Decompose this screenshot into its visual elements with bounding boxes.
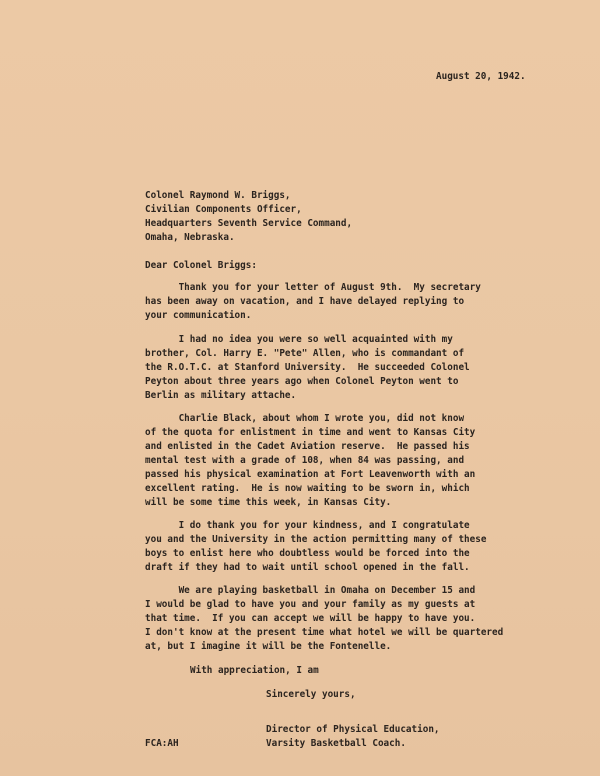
closing-line: With appreciation, I am — [190, 665, 319, 676]
body-line: that time. If you can accept we will be happy to have you. — [145, 613, 476, 624]
body-line: Thank you for your letter of August 9th. My secretary — [145, 282, 481, 293]
body-line: draft if they had to wait until school opened in the fall. — [145, 562, 470, 573]
complimentary-close: Sincerely yours, — [266, 689, 356, 700]
body-line: We are playing basketball in Omaha on December 15 and — [145, 585, 476, 596]
body-line: and enlisted in the Cadet Aviation reserve. He passed his — [145, 441, 470, 452]
body-line: at, but I imagine it will be the Fontenelle. — [145, 641, 392, 652]
body-line: mental test with a grade of 108, when 84 was passing, and — [145, 455, 465, 466]
recipient-line: Omaha, Nebraska. — [145, 232, 235, 243]
body-line: passed his physical examination at Fort Leavenworth with an — [145, 469, 476, 480]
signature-title-line: Director of Physical Education, — [266, 724, 440, 735]
salutation: Dear Colonel Briggs: — [145, 260, 257, 271]
body-line: I don't know at the present time what hotel we will be quartered — [145, 627, 504, 638]
body-line: brother, Col. Harry E. "Pete" Allen, who is commandant of — [145, 348, 465, 359]
body-line: Peyton about three years ago when Colonel Peyton went to — [145, 376, 459, 387]
body-line: has been away on vacation, and I have delayed replying to — [145, 296, 465, 307]
body-line: Charlie Black, about whom I wrote you, did not know — [145, 413, 465, 424]
body-line: will be some time this week, in Kansas City. — [145, 497, 392, 508]
body-line: of the quota for enlistment in time and went to Kansas City — [145, 427, 476, 438]
body-line: I would be glad to have you and your family as my guests at — [145, 599, 476, 610]
body-line: boys to enlist here who doubtless would be forced into the — [145, 548, 470, 559]
typist-initials: FCA:AH — [145, 738, 179, 749]
recipient-line: Colonel Raymond W. Briggs, — [145, 190, 291, 201]
body-line: the R.O.T.C. at Stanford University. He succeeded Colonel — [145, 362, 470, 373]
letter-date: August 20, 1942. — [436, 71, 526, 82]
body-line: I had no idea you were so well acquainted with my — [145, 334, 453, 345]
body-line: Berlin as military attache. — [145, 390, 297, 401]
body-line: I do thank you for your kindness, and I congratulate — [145, 520, 470, 531]
recipient-line: Civilian Components Officer, — [145, 204, 302, 215]
recipient-line: Headquarters Seventh Service Command, — [145, 218, 353, 229]
body-line: you and the University in the action permitting many of these — [145, 534, 487, 545]
signature-title-line: Varsity Basketball Coach. — [266, 738, 406, 749]
body-line: excellent rating. He is now waiting to be sworn in, which — [145, 483, 470, 494]
body-line: your communication. — [145, 310, 252, 321]
